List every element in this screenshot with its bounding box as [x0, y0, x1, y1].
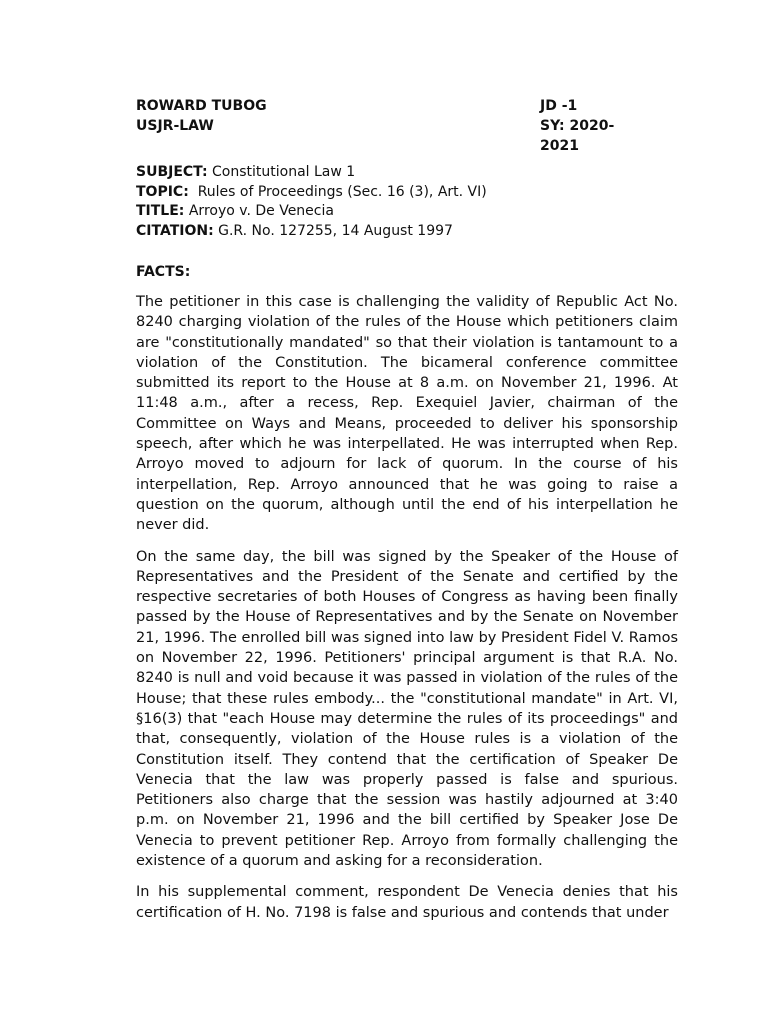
citation-line	[136, 222, 656, 242]
school-year: SY: 2020-2021	[540, 118, 615, 154]
document-header	[136, 96, 640, 156]
title-value: Arroyo v. De Venecia	[184, 203, 334, 219]
topic-value: Rules of Proceedings (Sec. 16 (3), Art. VI)	[188, 183, 487, 200]
header-row-2	[136, 116, 640, 156]
facts-heading: FACTS:	[136, 264, 191, 280]
author-name: ROWARD TUBOG	[136, 98, 267, 114]
title-label: TITLE:	[136, 203, 185, 219]
subject-label: SUBJECT:	[136, 164, 208, 180]
citation-value: G.R. No. 127255, 14 August 1997	[213, 222, 453, 239]
title-line	[136, 202, 656, 222]
facts-paragraph: The petitioner in this case is challenging the validity of Republic Act No. 8240 charging violation of the rules of the House which petitioners claim are "constitutionally mandated" so that their violation is tantamount to a violation of the Constitution. The bicameral conference committee submitted its report to the House at 8 a.m. on November 21, 1996. At 11:48 a.m., after a recess, Rep. Exequiel Javier, chairman of the Committee on Ways and Means, proceeded to deliver his sponsorship speech, after which he was interpellated. He was interrupted when Rep. Arroyo moved to adjourn for lack of quorum. In the course of his interpellation, Rep. Arroyo announced that he was going to raise a question on the quorum, although until the end of his interpellation he never did.	[136, 294, 678, 534]
case-meta	[136, 163, 656, 241]
subject-line	[136, 163, 656, 183]
subject-value: Constitutional Law 1	[207, 164, 356, 180]
citation-label: CITATION:	[136, 222, 214, 239]
school-name: USJR-LAW	[136, 118, 214, 134]
topic-label: TOPIC:	[136, 183, 189, 200]
facts-body	[136, 292, 678, 934]
topic-line	[136, 183, 656, 203]
facts-paragraph: On the same day, the bill was signed by the Speaker of the House of Representatives and the President of the Senate and certified by the respective secretaries of both Houses of Congress as having been finally passed by the House of Representatives and by the Senate on November 21, 1996. The enrolled bill was signed into law by President Fidel V. Ramos on November 22, 1996. Petitioners' principal argument is that R.A. No. 8240 is null and void because it was passed in violation of the rules of the House; that these rules embody... the "constitutional mandate" in Art. VI, §16(3) that "each House may determine the rules of its proceedings" and that, consequently, violation of the House rules is a violation of the Constitution itself. They contend that the certification of Speaker De Venecia that the law was properly passed is false and spurious. Petitioners also charge that the session was hastily adjourned at 3:40 p.m. on November 21, 1996 and the bill certified by Speaker Jose De Venecia to prevent petitioner Rep. Arroyo from formally challenging the existence of a quorum and asking for a reconsideration.	[136, 548, 678, 870]
header-row-1	[136, 96, 640, 116]
course-code: JD -1	[540, 98, 578, 114]
facts-paragraph: In his supplemental comment, respondent De Venecia denies that his certification of H. No. 7198 is false and spurious and contends that under	[136, 884, 678, 921]
